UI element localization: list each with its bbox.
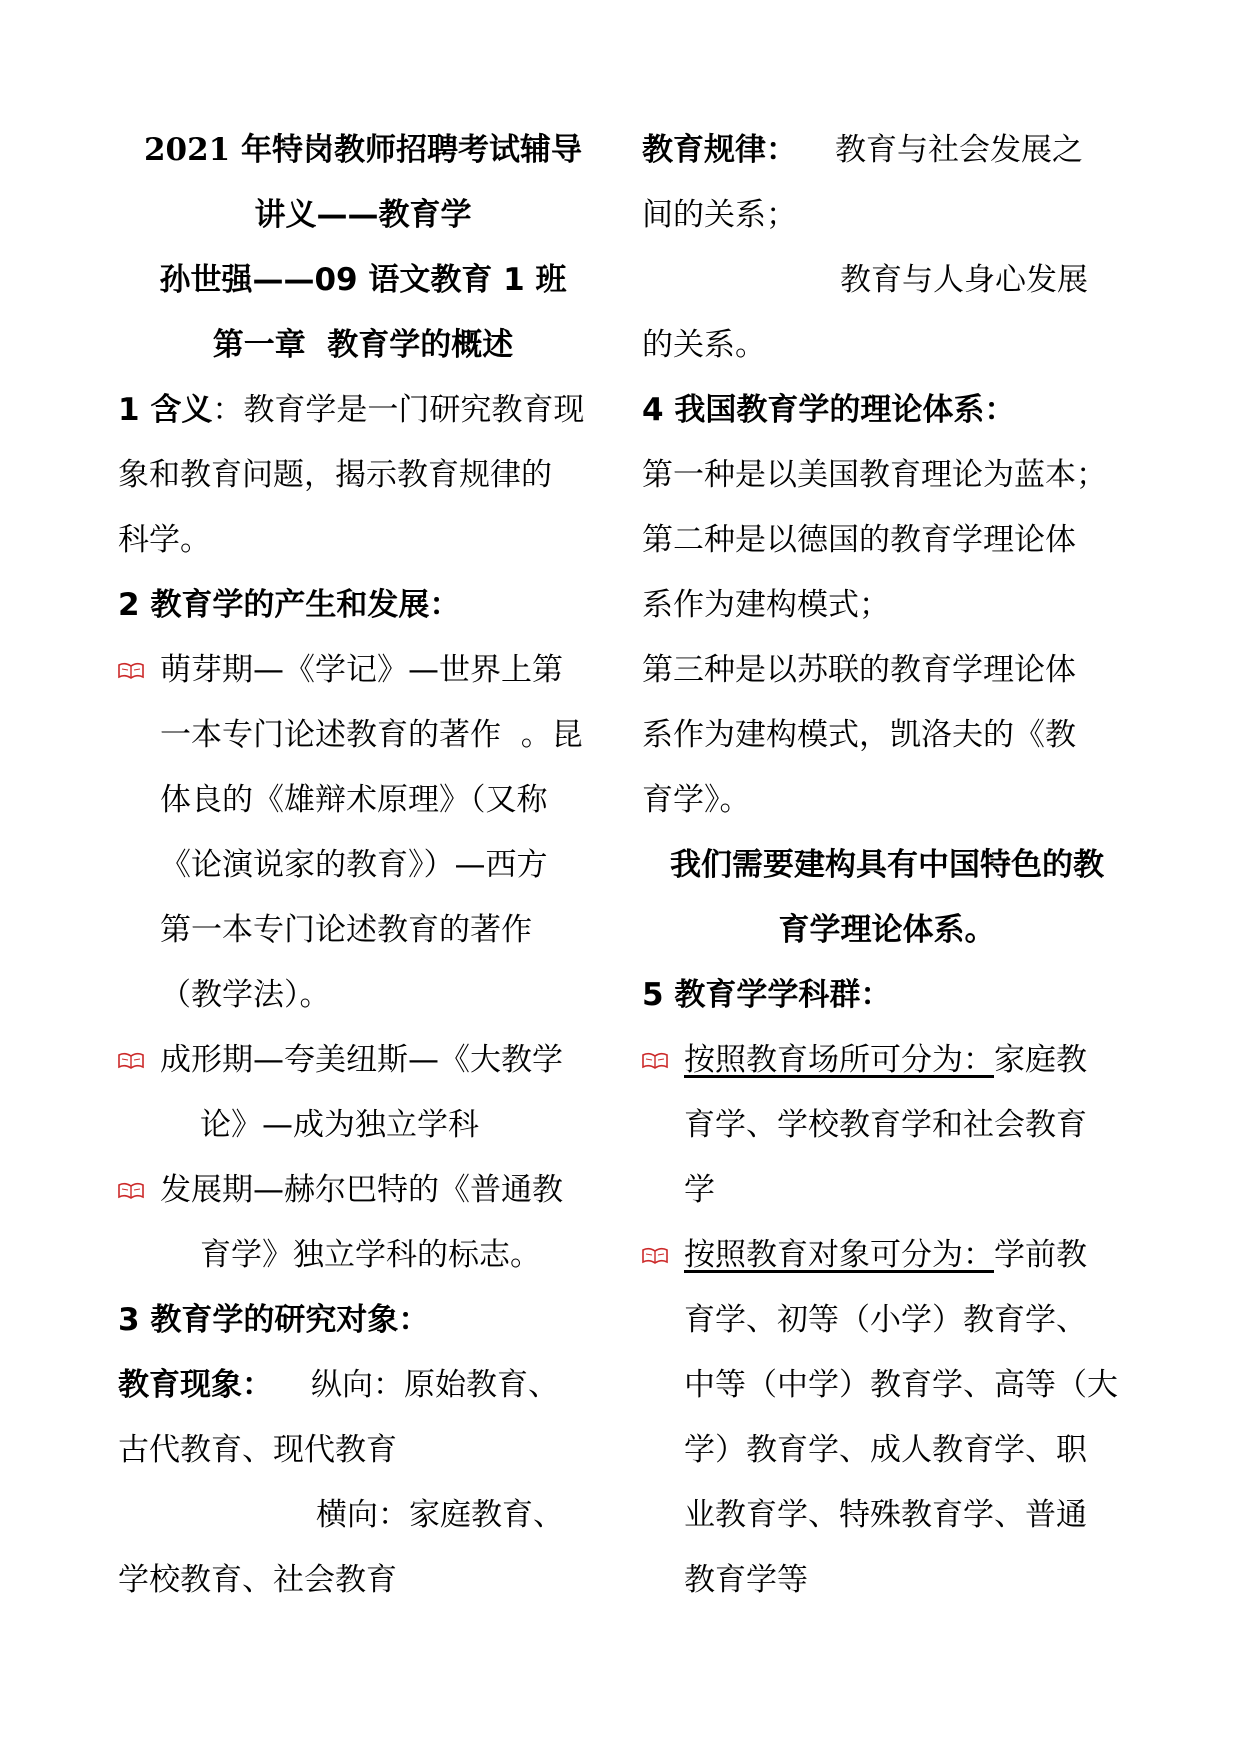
list-item-germination-line2: 一本专门论述教育的著作 。昆: [160, 717, 583, 753]
law-line3: 教育与人身心发展: [840, 262, 1088, 298]
open-book-icon: [118, 662, 144, 680]
list-item-by-audience-line4: 学）教育学、成人教育学、职: [684, 1432, 1087, 1468]
chapter-title: 第一章 教育学的概述: [212, 327, 514, 363]
by-venue-lead: 按照教育场所可分为：: [684, 1042, 994, 1078]
list-item-by-venue-line2: 育学、学校教育学和社会教育: [684, 1107, 1087, 1143]
section-4-emphasis-line1: 我们需要建构具有中国特色的教: [670, 847, 1104, 883]
section-2-heading: 2 教育学的产生和发展：: [118, 587, 461, 623]
phenomenon-line3: 横向：家庭教育、: [316, 1497, 564, 1533]
doc-title-line1: 2021 年特岗教师招聘考试辅导: [143, 132, 583, 168]
phenomenon-label: 教育现象：: [118, 1367, 273, 1403]
section-4-line1: 第一种是以美国教育理论为蓝本；: [642, 457, 1107, 493]
list-item-germination-line3: 体良的《雄辩术原理》（又称: [160, 782, 548, 818]
section-1-line1: [118, 378, 608, 443]
section-4-line5: 系作为建构模式，凯洛夫的《教: [642, 717, 1076, 753]
section-1-line3: 科学。: [118, 522, 211, 558]
author-line: 孙世强——09 语文教育 1 班: [159, 262, 567, 298]
list-item-by-audience-line3: 中等（中学）教育学、高等（大: [684, 1367, 1118, 1403]
section-4-line3: 系作为建构模式；: [642, 587, 890, 623]
phenomenon-line2: 古代教育、现代教育: [118, 1432, 397, 1468]
list-item-formation: 成形期—夸美纽斯—《大教学: [118, 1028, 608, 1093]
list-item-germination-line5: 第一本专门论述教育的著作: [160, 912, 532, 948]
section-4-line2: 第二种是以德国的教育学理论体: [642, 522, 1076, 558]
list-item-development: 发展期—赫尔巴特的《普通教: [118, 1158, 608, 1223]
section-4-emphasis-line2: 育学理论体系。: [778, 912, 996, 948]
open-book-icon: [642, 1052, 668, 1070]
phenomenon-line1: 教育现象： 纵向：原始教育、: [118, 1367, 559, 1403]
law-label: 教育规律：: [642, 132, 797, 168]
list-item-by-audience-line2: 育学、初等（小学）教育学、: [684, 1302, 1087, 1338]
section-1-text: ：教育学是一门研究教育现: [212, 392, 585, 428]
section-4-heading: 4 我国教育学的理论体系：: [642, 392, 1016, 428]
list-item-germination-line6: （教学法）。: [160, 977, 331, 1013]
law-line4: 的关系。: [642, 327, 766, 363]
section-4-line4: 第三种是以苏联的教育学理论体: [642, 652, 1076, 688]
list-item-formation-line2: 论》—成为独立学科: [200, 1107, 479, 1143]
doc-title-line2: 讲义——教育学: [254, 197, 472, 233]
list-item-by-venue: 按照教育场所可分为：家庭教: [642, 1028, 1132, 1093]
list-item-by-audience-line5: 业教育学、特殊教育学、普通: [684, 1497, 1087, 1533]
law-line1: 教育规律： 教育与社会发展之: [642, 132, 1083, 168]
open-book-icon: [118, 1052, 144, 1070]
law-line2: 间的关系；: [642, 197, 797, 233]
section-5-heading: 5 教育学学科群：: [642, 977, 892, 1013]
list-item-by-audience: 按照教育对象可分为：学前教: [642, 1223, 1132, 1288]
list-item-development-line2: 育学》独立学科的标志。: [200, 1237, 541, 1273]
section-3-heading: 3 教育学的研究对象：: [118, 1302, 430, 1338]
by-audience-lead: 按照教育对象可分为：: [684, 1237, 994, 1273]
list-item-germination: 萌芽期—《学记》—世界上第: [118, 638, 608, 703]
list-item-germination-line4: 《论演说家的教育》）—西方: [160, 847, 548, 883]
left-column: [118, 118, 608, 1613]
right-column: [642, 118, 1132, 1613]
phenomenon-line4: 学校教育、社会教育: [118, 1562, 397, 1598]
section-1-heading: 1 含义: [118, 392, 213, 428]
list-item-by-venue-line3: 学: [684, 1172, 715, 1208]
list-item-by-audience-line6: 教育学等: [684, 1562, 808, 1598]
open-book-icon: [118, 1182, 144, 1200]
section-4-line6: 育学》。: [642, 782, 751, 818]
section-1-line2: 象和教育问题，揭示教育规律的: [118, 457, 552, 493]
open-book-icon: [642, 1247, 668, 1265]
